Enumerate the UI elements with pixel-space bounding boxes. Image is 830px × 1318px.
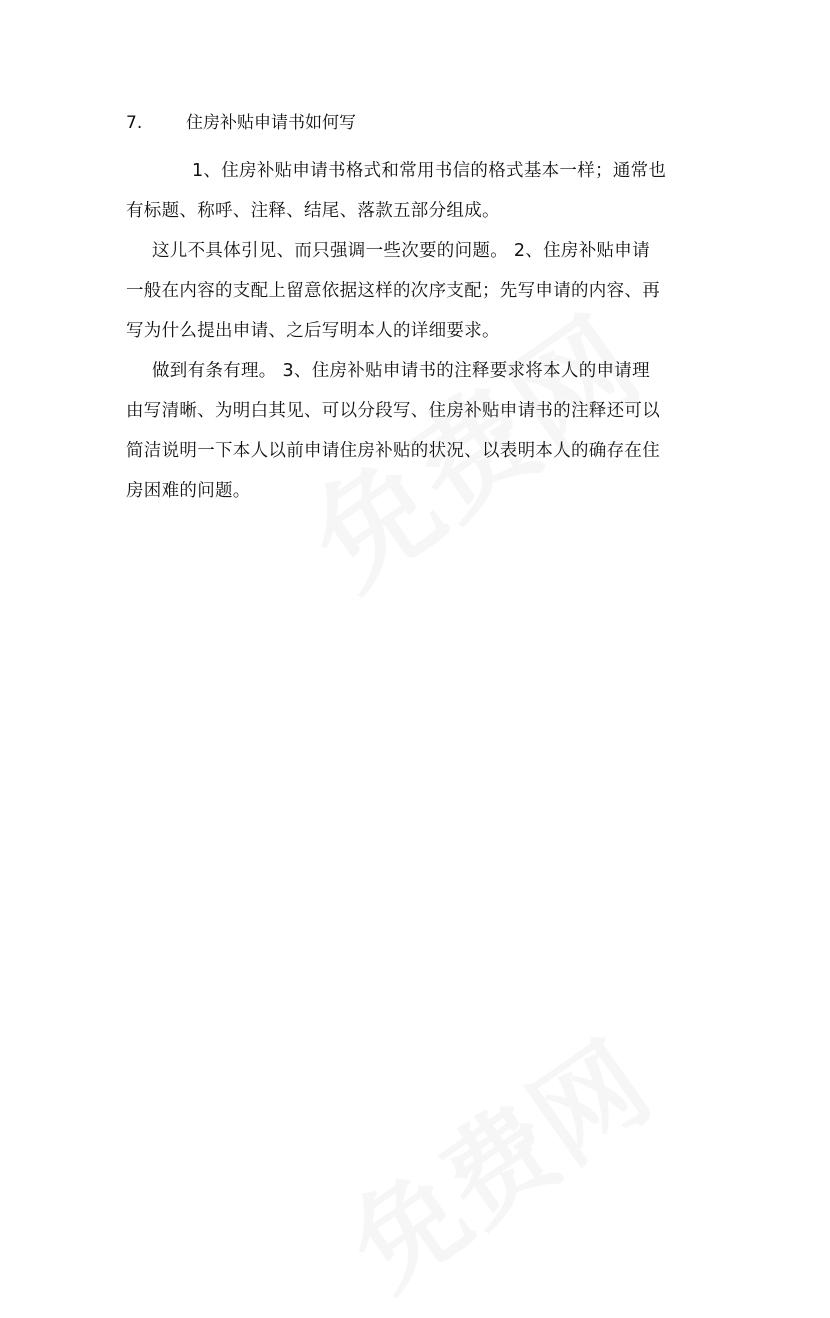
section-heading	[126, 111, 356, 135]
paragraph-1-line-1: 1、住房补贴申请书格式和常用书信的格式基本一样；通常也	[192, 161, 667, 181]
watermark-lower	[315, 1000, 676, 1318]
body-text	[126, 151, 716, 511]
paragraph-3-line-4: 房困难的问题。	[126, 481, 251, 501]
section-number: 7.	[126, 113, 143, 133]
paragraph-2-line-1: 这儿不具体引见、而只强调一些次要的问题。 2、住房补贴申请	[152, 241, 650, 261]
section-title: 住房补贴申请书如何写	[186, 113, 356, 133]
paragraph-3-line-2: 由写清晰、为明白其见、可以分段写、住房补贴申请书的注释还可以	[126, 401, 660, 421]
paragraph-3-line-1: 做到有条有理。 3、住房补贴申请书的注释要求将本人的申请理	[152, 361, 650, 381]
paragraph-1-line-2: 有标题、称呼、注释、结尾、落款五部分组成。	[126, 201, 500, 221]
paragraph-2-line-3: 写为什么提出申请、之后写明本人的详细要求。	[126, 321, 500, 341]
paragraph-3-line-3: 简洁说明一下本人以前申请住房补贴的状况、以表明本人的确存在住	[126, 441, 660, 461]
paragraph-2-line-2: 一般在内容的支配上留意依据这样的次序支配；先写申请的内容、再	[126, 281, 660, 301]
